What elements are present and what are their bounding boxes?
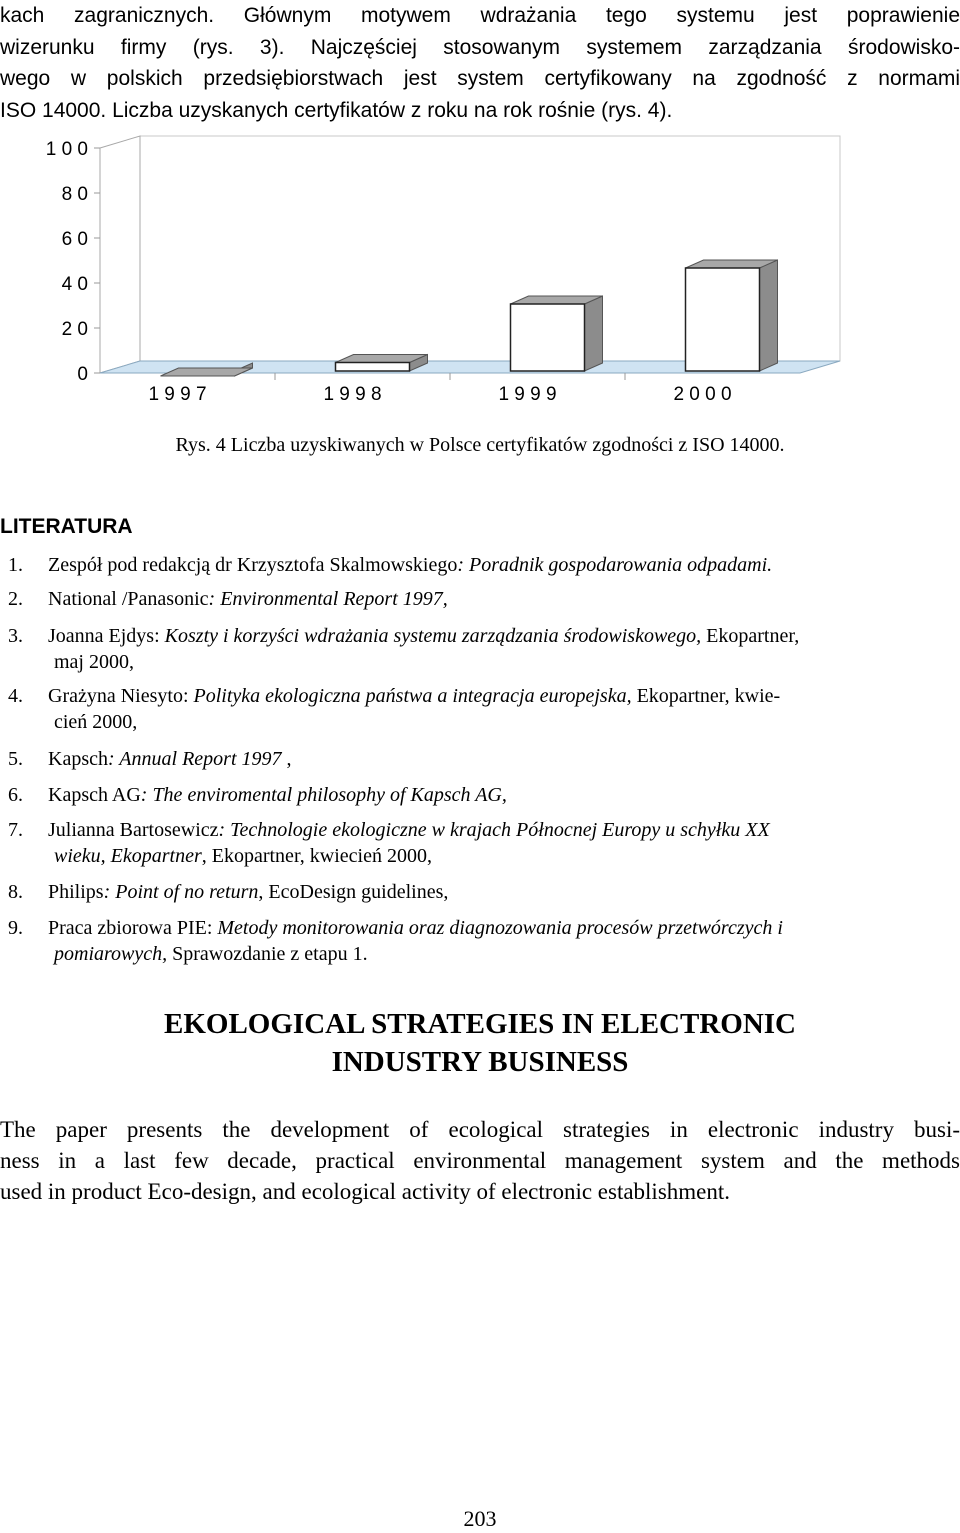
- reference-number: 9.: [8, 917, 23, 939]
- abstract-paragraph: [0, 1114, 960, 1207]
- abstract-line: ness in a last few decade, practical environmental management system and the methods: [0, 1148, 960, 1173]
- y-tick-label: 2 0: [61, 319, 88, 340]
- reference-publisher: Ekopartner, kwie-: [631, 685, 781, 707]
- reference-sep: :: [208, 588, 221, 610]
- reference-author: Grażyna Niesyto:: [48, 685, 194, 707]
- reference-sep: :: [103, 881, 116, 903]
- reference-date: maj 2000,: [54, 651, 134, 673]
- figure-caption: Rys. 4 Liczba uzyskiwanych w Polsce certyfikatów zgodności z ISO 14000.: [175, 434, 785, 456]
- reference-title: Annual Report 1997: [119, 748, 282, 770]
- abstract-line: The paper presents the development of ecological strategies in electronic industry busi-: [0, 1117, 960, 1142]
- paper-title: [0, 1005, 960, 1081]
- title-line: INDUSTRY BUSINESS: [331, 1046, 629, 1078]
- reference-publisher: , Ekopartner, kwiecień 2000,: [201, 845, 432, 867]
- abstract-line: used in product Eco-design, and ecological activity of electronic establishment.: [0, 1179, 731, 1204]
- reference-title: Poradnik gospodarowania odpadami.: [469, 554, 773, 576]
- x-tick-label: 2 0 0 0: [673, 384, 732, 405]
- y-tick-label: 8 0: [61, 184, 88, 205]
- bar-front: [686, 268, 760, 371]
- reference-title: Koszty i korzyści wdrażania systemu zarządzania środowiskowego,: [164, 625, 702, 647]
- y-tick-label: 4 0: [61, 274, 88, 295]
- reference-tail: ,: [281, 748, 292, 770]
- reference-publisher: Sprawozdanie z etapu 1.: [167, 943, 368, 965]
- reference-sep: :: [140, 784, 153, 806]
- intro-line: ISO 14000. Liczba uzyskanych certyfikatów z roku na rok rośnie (rys. 4).: [0, 98, 673, 122]
- reference-author: Praca zbiorowa PIE:: [48, 917, 218, 939]
- reference-author: Kapsch AG: [48, 784, 141, 806]
- bar-1998: [336, 355, 428, 372]
- intro-line: wego w polskich przedsiębiorstwach jest system certyfikowany na zgodność z normami: [0, 67, 960, 90]
- reference-publisher: Ekopartner,: [701, 625, 800, 647]
- bar-2000: [686, 260, 778, 371]
- reference-title: Point of no return: [115, 881, 259, 903]
- reference-sep: :: [218, 819, 231, 841]
- reference-title: Technologie ekologiczne w krajach Północnej Europy u schyłku XX: [230, 819, 770, 841]
- reference-number: 7.: [8, 819, 23, 841]
- reference-title-cont: wieku, Ekopartner: [54, 845, 202, 867]
- reference-number: 5.: [8, 748, 23, 770]
- reference-date: cień 2000,: [54, 711, 138, 733]
- page-number: 203: [463, 1506, 497, 1531]
- y-tick-label: 0: [77, 364, 88, 385]
- title-line: EKOLOGICAL STRATEGIES IN ELECTRONIC: [164, 1008, 796, 1040]
- literature-heading: LITERATURA: [0, 515, 133, 538]
- reference-number: 6.: [8, 784, 23, 806]
- bar-side: [760, 260, 778, 371]
- reference-author: Julianna Bartosewicz: [48, 819, 219, 841]
- reference-number: 3.: [8, 625, 23, 647]
- bar-side: [585, 296, 603, 371]
- bar-1999: [511, 296, 603, 371]
- reference-number: 8.: [8, 881, 23, 903]
- reference-author: Joanna Ejdys:: [48, 625, 165, 647]
- bar-front: [336, 363, 410, 372]
- reference-author: Zespół pod redakcją dr Krzysztofa Skalmowskiego: [48, 554, 458, 576]
- bar-front: [511, 304, 585, 371]
- reference-tail: , EcoDesign guidelines,: [258, 881, 449, 903]
- reference-author: Kapsch: [48, 748, 108, 770]
- x-tick-label: 1 9 9 7: [148, 384, 207, 405]
- certificates-bar-chart: [0, 128, 960, 428]
- x-tick-label: 1 9 9 8: [323, 384, 382, 405]
- x-tick-label: 1 9 9 9: [498, 384, 557, 405]
- chart-side-wall: [100, 136, 140, 373]
- reference-sep: :: [457, 554, 469, 576]
- intro-paragraph: [0, 0, 960, 126]
- reference-number: 2.: [8, 588, 23, 610]
- intro-line: wizerunku firmy (rys. 3). Najczęściej stosowanym systemem zarządzania środowisko-: [0, 35, 960, 59]
- reference-title-cont: pomiarowych,: [54, 943, 168, 965]
- y-tick-label: 1 0 0: [45, 139, 88, 160]
- intro-line: kach zagranicznych. Głównym motywem wdrażania tego systemu jest poprawienie: [0, 4, 960, 27]
- reference-title: Metody monitorowania oraz diagnozowania procesów przetwórczych i: [217, 917, 783, 939]
- reference-number: 4.: [8, 685, 23, 707]
- reference-author: Philips: [48, 881, 104, 903]
- reference-author: National /Panasonic: [48, 588, 209, 610]
- reference-number: 1.: [8, 554, 23, 576]
- reference-title: Environmental Report 1997,: [220, 588, 448, 610]
- reference-sep: :: [107, 748, 120, 770]
- reference-title: Polityka ekologiczna państwa a integracja europejska,: [193, 685, 632, 707]
- y-tick-label: 6 0: [61, 229, 88, 250]
- reference-title: The enviromental philosophy of Kapsch AG,: [152, 784, 507, 806]
